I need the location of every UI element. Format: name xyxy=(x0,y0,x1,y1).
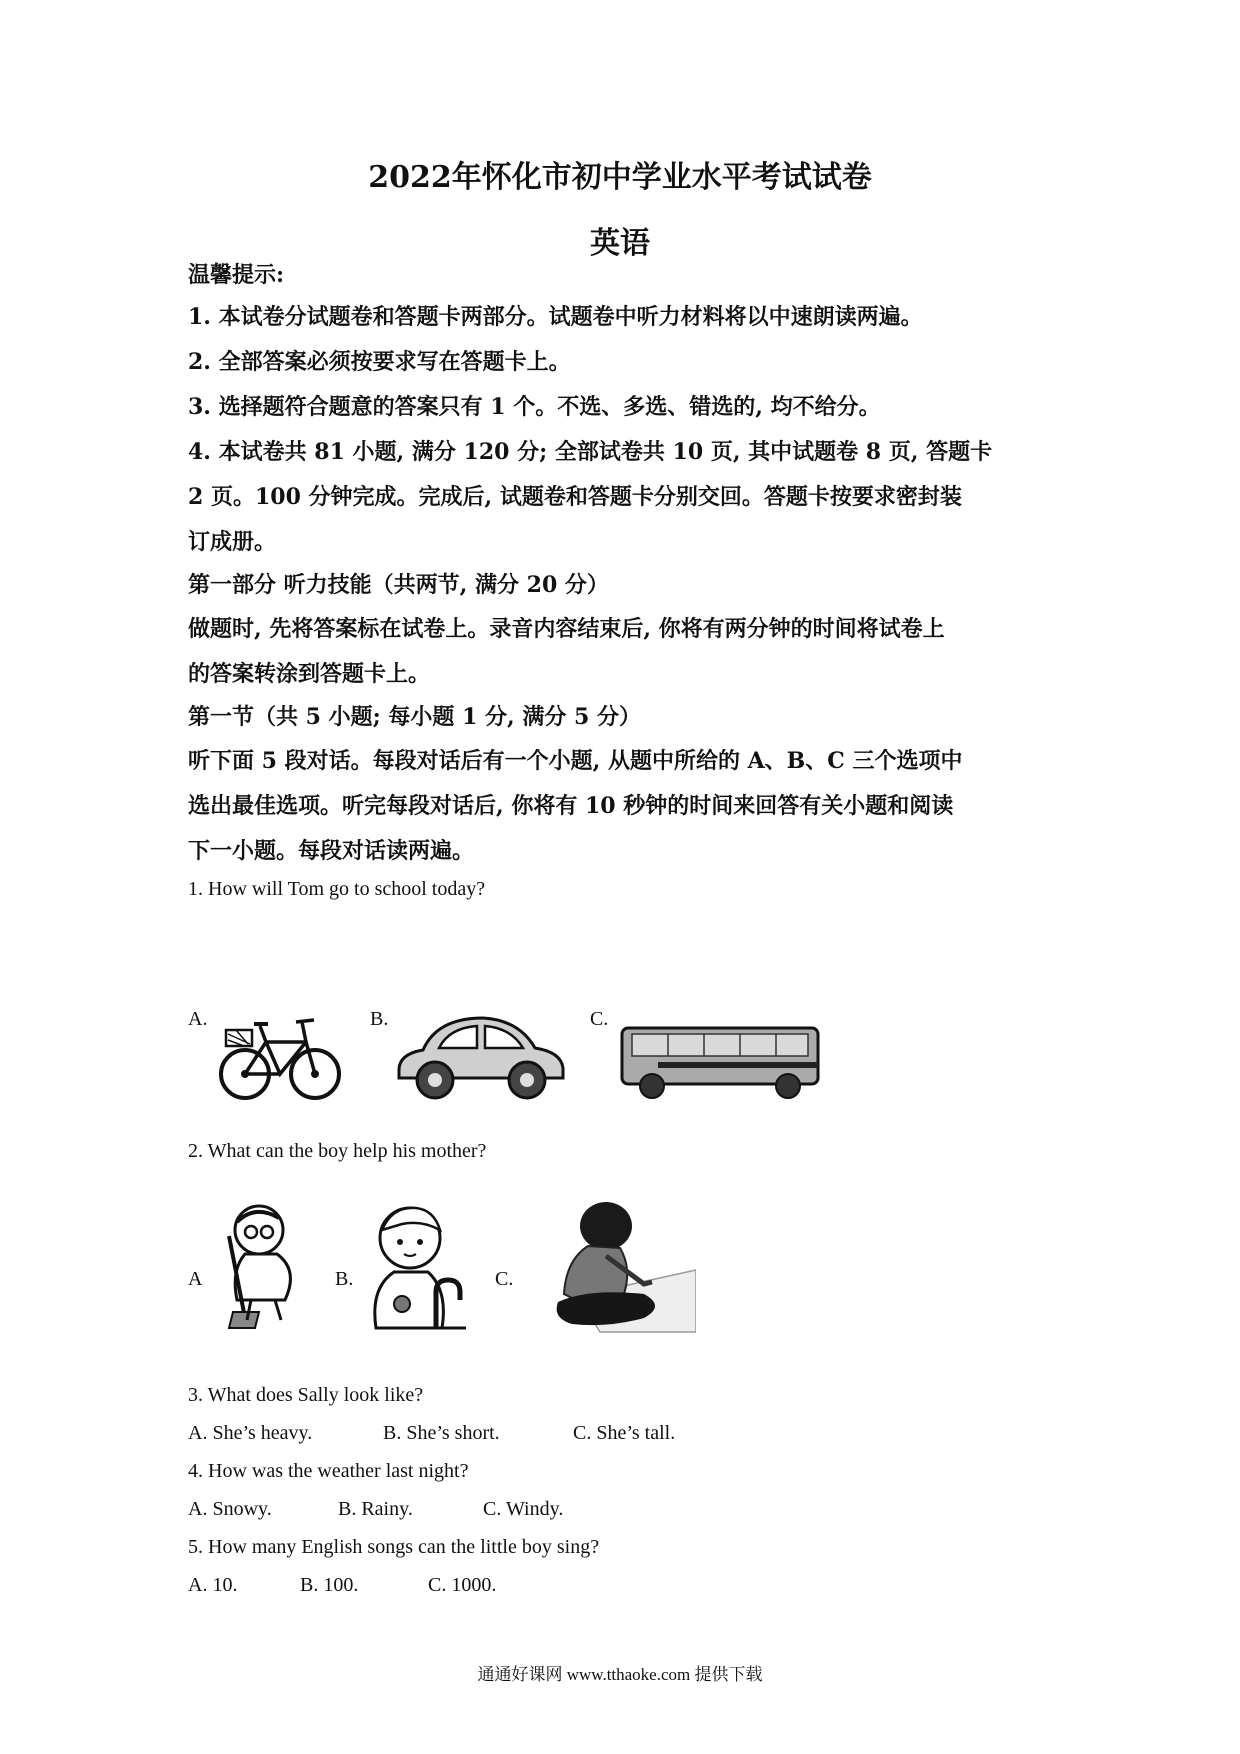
question-1: 1. How will Tom go to school today? xyxy=(188,878,486,900)
sweeping-icon xyxy=(215,1200,317,1332)
option-label: A. Snowy. xyxy=(188,1498,272,1520)
washing-dishes-icon xyxy=(362,1200,472,1332)
option-label: B. 100. xyxy=(300,1574,359,1596)
bus-icon xyxy=(618,1022,824,1104)
option-label: A. She’s heavy. xyxy=(188,1422,313,1444)
notice-line: 2. 全部答案必须按要求写在答题卡上。 xyxy=(188,349,571,375)
subject-title: 英语 xyxy=(590,226,650,261)
question-5: 5. How many English songs can the little boy sing? xyxy=(188,1536,600,1558)
question-3: 3. What does Sally look like? xyxy=(188,1384,424,1406)
option-label: A. xyxy=(188,1008,208,1030)
part1-instruction: 的答案转涂到答题卡上。 xyxy=(188,661,431,687)
part1-instruction: 做题时, 先将答案标在试卷上。录音内容结束后, 你将有两分钟的时间将试卷上 xyxy=(188,616,945,642)
option-label: C. Windy. xyxy=(483,1498,564,1520)
part1-heading: 第一部分 听力技能（共两节, 满分 20 分） xyxy=(188,572,609,598)
notice-line: 3. 选择题符合题意的答案只有 1 个。不选、多选、错选的, 均不给分。 xyxy=(188,394,881,420)
option-label: B. Rainy. xyxy=(338,1498,413,1520)
option-label: C. xyxy=(495,1268,514,1290)
car-icon xyxy=(393,1008,568,1104)
option-label: A xyxy=(188,1268,203,1290)
notice-line: 1. 本试卷分试题卷和答题卡两部分。试题卷中听力材料将以中速朗读两遍。 xyxy=(188,304,923,330)
notice-heading: 温馨提示: xyxy=(188,262,285,288)
exam-title: 2022年怀化市初中学业水平考试试卷 xyxy=(368,160,872,195)
page-footer: 通通好课网 www.tthaoke.com 提供下载 xyxy=(477,1665,763,1684)
section1-instruction: 听下面 5 段对话。每段对话后有一个小题, 从题中所给的 A、B、C 三个选项中 xyxy=(188,748,963,774)
section1-heading: 第一节（共 5 小题; 每小题 1 分, 满分 5 分） xyxy=(188,704,641,730)
option-label: C. 1000. xyxy=(428,1574,497,1596)
option-label: C. She’s tall. xyxy=(573,1422,676,1444)
option-label: C. xyxy=(590,1008,609,1030)
cleaning-floor-icon xyxy=(548,1198,696,1334)
option-label: B. She’s short. xyxy=(383,1422,500,1444)
option-label: A. 10. xyxy=(188,1574,238,1596)
section1-instruction: 选出最佳选项。听完每段对话后, 你将有 10 秒钟的时间来回答有关小题和阅读 xyxy=(188,793,954,819)
option-label: B. xyxy=(370,1008,389,1030)
bicycle-icon xyxy=(218,1004,343,1104)
notice-line: 4. 本试卷共 81 小题, 满分 120 分; 全部试卷共 10 页, 其中试题卷 8 页, 答题卡 xyxy=(188,439,993,465)
question-2: 2. What can the boy help his mother? xyxy=(188,1140,487,1162)
question-4: 4. How was the weather last night? xyxy=(188,1460,469,1482)
option-label: B. xyxy=(335,1268,354,1290)
notice-line: 2 页。100 分钟完成。完成后, 试题卷和答题卡分别交回。答题卡按要求密封装 xyxy=(188,484,962,510)
notice-line: 订成册。 xyxy=(188,529,277,555)
section1-instruction: 下一小题。每段对话读两遍。 xyxy=(188,838,475,864)
